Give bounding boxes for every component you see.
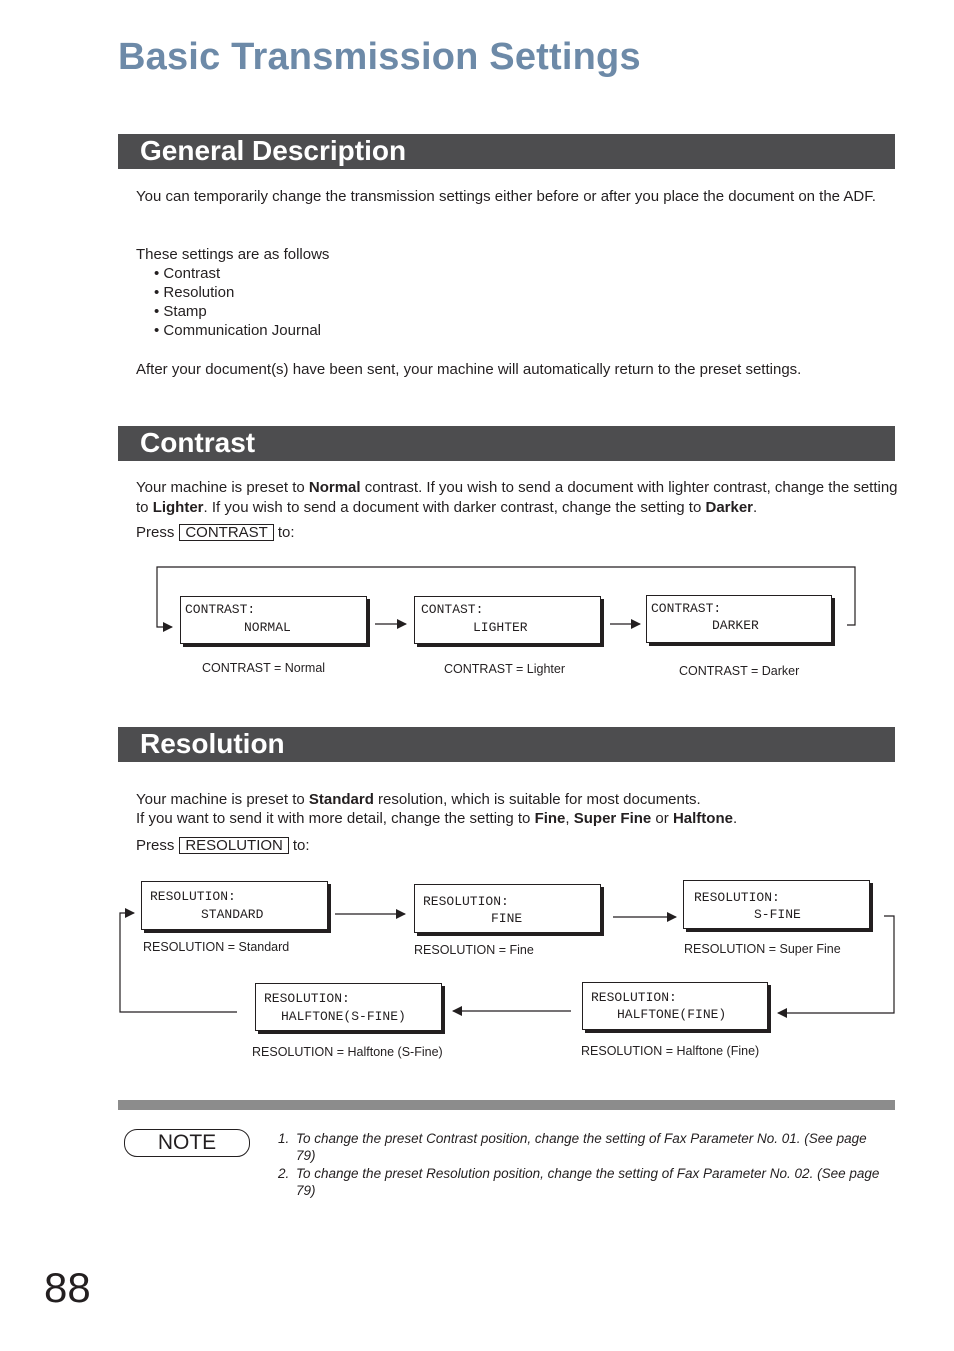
resolution-description-2: If you want to send it with more detail, change the setting to Fine, Super Fine or Halftone. bbox=[136, 810, 738, 827]
note-item-1: 1. To change the preset Contrast position, change the setting of Fax Parameter No. 01. (See page 79) bbox=[278, 1131, 867, 1163]
lcd-resolution-standard: RESOLUTION: STANDARD bbox=[141, 881, 328, 930]
list-item: • Communication Journal bbox=[154, 321, 321, 340]
lcd-resolution-halftone-fine: RESOLUTION: HALFTONE(FINE) bbox=[582, 982, 768, 1030]
lcd-resolution-halftone-sfine: RESOLUTION: HALFTONE(S-FINE) bbox=[255, 983, 442, 1031]
note-divider bbox=[118, 1100, 895, 1110]
lcd-resolution-sfine: RESOLUTION: S-FINE bbox=[683, 880, 870, 929]
caption-resolution-sfine: RESOLUTION = Super Fine bbox=[684, 942, 841, 956]
page-title: Basic Transmission Settings bbox=[118, 36, 641, 78]
contrast-press-line: Press CONTRAST to: bbox=[136, 524, 295, 541]
resolution-press-line: Press RESOLUTION to: bbox=[136, 837, 310, 854]
lcd-resolution-fine: RESOLUTION: FINE bbox=[414, 884, 601, 933]
lcd-contrast-darker: CONTRAST: DARKER bbox=[646, 595, 832, 643]
resolution-description-1: Your machine is preset to Standard resolution, which is suitable for most documents. bbox=[136, 791, 701, 808]
resolution-key[interactable]: RESOLUTION bbox=[179, 837, 289, 854]
caption-contrast-darker: CONTRAST = Darker bbox=[679, 664, 800, 678]
general-intro: You can temporarily change the transmission settings either before or after you place the document on the ADF. bbox=[136, 188, 876, 205]
contrast-key[interactable]: CONTRAST bbox=[179, 524, 274, 541]
section-resolution-header bbox=[118, 727, 895, 762]
section-general-heading: General Description bbox=[140, 135, 407, 166]
section-resolution-heading: Resolution bbox=[140, 728, 285, 759]
caption-contrast-normal: CONTRAST = Normal bbox=[202, 661, 326, 675]
caption-resolution-halftone-fine: RESOLUTION = Halftone (Fine) bbox=[581, 1044, 760, 1058]
arrow-sfine-to-halftone-fine bbox=[778, 916, 894, 1013]
section-general-header bbox=[118, 134, 895, 169]
settings-list bbox=[154, 264, 321, 340]
caption-resolution-standard: RESOLUTION = Standard bbox=[143, 940, 290, 954]
list-item: • Contrast bbox=[154, 264, 321, 283]
note-badge: NOTE bbox=[124, 1129, 250, 1157]
caption-resolution-halftone-sfine: RESOLUTION = Halftone (S-Fine) bbox=[252, 1045, 443, 1059]
page-number: 88 bbox=[44, 1264, 91, 1311]
caption-resolution-fine: RESOLUTION = Fine bbox=[414, 943, 534, 957]
lcd-contrast-lighter: CONTAST: LIGHTER bbox=[414, 596, 601, 644]
list-item: • Resolution bbox=[154, 283, 321, 302]
general-outro: After your document(s) have been sent, your machine will automatically return to the preset settings. bbox=[136, 361, 802, 378]
note-item-2: 2. To change the preset Resolution position, change the setting of Fax Parameter No. 02. (See page 79) bbox=[278, 1166, 880, 1198]
caption-contrast-lighter: CONTRAST = Lighter bbox=[444, 662, 565, 676]
general-list-intro: These settings are as follows bbox=[136, 246, 330, 263]
section-contrast-header bbox=[118, 426, 895, 461]
section-contrast-heading: Contrast bbox=[140, 427, 256, 458]
contrast-description: Your machine is preset to Normal contrast. If you wish to send a document with lighter contrast, change the setting to Lighter. If you wish to send a document with darker contrast, change the setting to Darker. bbox=[136, 479, 898, 516]
lcd-contrast-normal: CONTRAST: NORMAL bbox=[180, 596, 367, 644]
list-item: • Stamp bbox=[154, 302, 321, 321]
